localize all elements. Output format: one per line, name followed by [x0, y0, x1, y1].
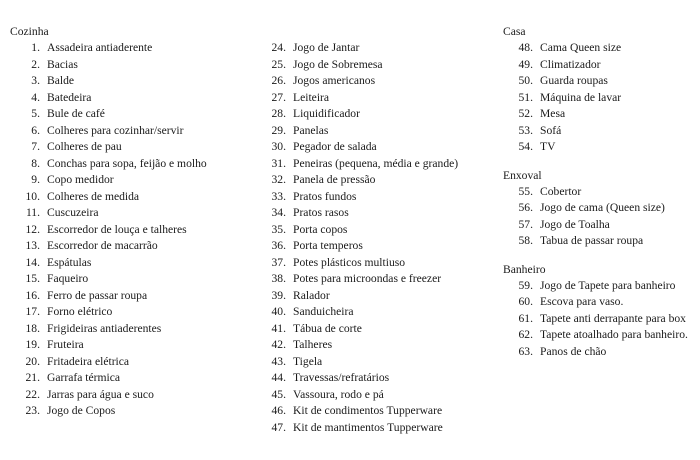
item-text: Sofá — [540, 123, 562, 137]
item-text: Fritadeira elétrica — [47, 354, 130, 368]
item-number: 4. — [31, 90, 40, 104]
item-text: Sanduicheira — [293, 305, 354, 318]
list-item — [268, 337, 500, 354]
item-list-cozinha-part2 — [268, 40, 500, 436]
item-number: 14. — [25, 255, 40, 269]
list-item — [10, 57, 265, 74]
list-item — [268, 123, 500, 140]
item-number: 33. — [271, 189, 286, 203]
item-number: 7. — [31, 140, 40, 153]
item-number: 41. — [271, 321, 286, 335]
item-text: Kit de condimentos Tupperware — [293, 404, 443, 417]
list-item — [10, 238, 265, 255]
list-item — [268, 420, 500, 437]
item-number: 45. — [271, 387, 286, 401]
item-text: Guarda roupas — [540, 74, 608, 87]
item-number: 59. — [518, 278, 533, 292]
item-number: 54. — [518, 140, 533, 153]
column-1 — [10, 24, 265, 420]
item-number: 62. — [518, 328, 533, 341]
item-text: Climatizador — [540, 57, 601, 71]
item-text: Ferro de passar roupa — [47, 288, 148, 302]
list-item — [503, 106, 698, 123]
list-item — [10, 337, 265, 354]
item-text: Fruteira — [47, 338, 84, 351]
list-item — [10, 370, 265, 387]
list-item — [268, 370, 500, 387]
item-number: 52. — [518, 107, 533, 120]
list-item — [10, 156, 265, 173]
item-number: 39. — [271, 288, 286, 302]
section-casa — [503, 24, 698, 156]
list-item — [10, 403, 265, 420]
item-number: 26. — [271, 74, 286, 87]
item-number: 55. — [518, 184, 533, 198]
item-text: Travessas/refratários — [293, 371, 390, 384]
item-number: 57. — [518, 217, 533, 231]
item-text: TV — [540, 140, 556, 153]
list-item — [503, 327, 698, 344]
list-item — [10, 172, 265, 189]
item-text: Kit de mantimentos Tupperware — [293, 420, 443, 434]
item-number: 34. — [271, 206, 286, 219]
item-number: 27. — [271, 90, 286, 104]
item-text: Leiteira — [293, 90, 330, 104]
item-number: 53. — [518, 123, 533, 137]
list-item — [503, 278, 698, 295]
list-item — [503, 200, 698, 217]
item-number: 17. — [25, 305, 40, 318]
item-number: 15. — [25, 272, 40, 285]
item-text: Escova para vaso. — [540, 295, 624, 308]
item-list-cozinha-part1 — [10, 40, 265, 420]
list-item — [268, 288, 500, 305]
list-item — [503, 311, 698, 328]
list-item — [503, 294, 698, 311]
item-number: 29. — [271, 123, 286, 137]
list-item — [10, 304, 265, 321]
list-item — [10, 106, 265, 123]
list-item — [268, 321, 500, 338]
item-list-casa — [503, 40, 698, 156]
item-text: Pratos rasos — [293, 206, 349, 219]
list-item — [268, 304, 500, 321]
item-text: Batedeira — [47, 90, 92, 104]
item-text: Jogo de Jantar — [293, 41, 360, 54]
item-number: 2. — [31, 57, 40, 71]
item-number: 11. — [25, 206, 40, 219]
item-number: 23. — [25, 404, 40, 417]
list-item — [268, 354, 500, 371]
item-text: Cama Queen size — [540, 41, 622, 54]
list-item — [503, 139, 698, 156]
item-number: 25. — [271, 57, 286, 71]
list-item — [503, 344, 698, 361]
item-text: Panelas — [293, 123, 329, 137]
item-text: Garrafa térmica — [47, 371, 121, 384]
item-text: Peneiras (pequena, média e grande) — [293, 156, 459, 170]
item-number: 49. — [518, 57, 533, 71]
item-number: 13. — [25, 239, 40, 252]
list-item — [268, 222, 500, 239]
item-list-banheiro — [503, 278, 698, 361]
item-text: Porta copos — [293, 222, 348, 236]
item-text: Copo medidor — [47, 173, 114, 186]
section-title-cozinha: Cozinha — [10, 25, 49, 38]
item-text: Tapete anti derrapante para box — [540, 311, 686, 325]
item-number: 50. — [518, 74, 533, 87]
list-item — [10, 73, 265, 90]
item-number: 38. — [271, 272, 286, 285]
list-item — [10, 288, 265, 305]
item-text: Cuscuzeira — [47, 206, 99, 219]
item-text: Cobertor — [540, 184, 582, 198]
list-item — [10, 189, 265, 206]
item-text: Potes para microondas e freezer — [293, 272, 442, 285]
column-2 — [268, 40, 500, 436]
item-number: 58. — [518, 234, 533, 247]
item-number: 56. — [518, 201, 533, 214]
item-number: 61. — [518, 311, 533, 325]
item-number: 42. — [271, 338, 286, 351]
section-enxoval — [503, 168, 698, 250]
item-number: 30. — [271, 140, 286, 153]
list-item — [268, 271, 500, 288]
item-number: 1. — [31, 41, 40, 54]
item-text: Pegador de salada — [293, 140, 377, 153]
list-item — [10, 139, 265, 156]
item-text: Frigideiras antiaderentes — [47, 321, 162, 335]
item-text: Jogo de cama (Queen size) — [540, 201, 665, 214]
item-number: 21. — [25, 371, 40, 384]
item-list-enxoval — [503, 184, 698, 250]
list-item — [10, 354, 265, 371]
list-item — [268, 205, 500, 222]
item-text: Colheres de pau — [47, 140, 122, 153]
item-text: Liquidificador — [293, 107, 360, 120]
item-text: Panela de pressão — [293, 173, 376, 186]
item-number: 35. — [271, 222, 286, 236]
item-text: Escorredor de louça e talheres — [47, 222, 187, 236]
item-text: Jogo de Tapete para banheiro — [540, 278, 676, 292]
item-text: Jogo de Toalha — [540, 217, 610, 231]
item-number: 31. — [271, 156, 286, 170]
list-item — [268, 73, 500, 90]
list-item — [503, 233, 698, 250]
item-text: Tapete atoalhado para banheiro. — [540, 328, 688, 341]
item-text: Pratos fundos — [293, 189, 357, 203]
item-text: Potes plásticos multiuso — [293, 255, 406, 269]
item-text: Porta temperos — [293, 239, 363, 252]
list-item — [503, 57, 698, 74]
list-item — [10, 90, 265, 107]
item-number: 28. — [271, 107, 286, 120]
list-item — [268, 57, 500, 74]
item-number: 60. — [518, 295, 533, 308]
list-item — [10, 321, 265, 338]
item-text: Tábua de corte — [293, 321, 362, 335]
list-item — [503, 73, 698, 90]
item-number: 32. — [271, 173, 286, 186]
item-number: 37. — [271, 255, 286, 269]
item-text: Balde — [47, 74, 75, 87]
list-item — [10, 222, 265, 239]
list-item — [268, 156, 500, 173]
item-text: Talheres — [293, 338, 333, 351]
list-item — [268, 172, 500, 189]
list-item — [268, 255, 500, 272]
list-item — [268, 106, 500, 123]
item-number: 19. — [25, 338, 40, 351]
item-number: 47. — [271, 420, 286, 434]
list-item — [268, 387, 500, 404]
item-number: 10. — [25, 189, 40, 203]
item-number: 22. — [25, 387, 40, 401]
item-number: 43. — [271, 354, 286, 368]
item-number: 24. — [271, 41, 286, 54]
item-number: 36. — [271, 239, 286, 252]
item-number: 44. — [271, 371, 286, 384]
item-text: Mesa — [540, 107, 566, 120]
item-text: Colheres de medida — [47, 189, 140, 203]
section-title-casa: Casa — [503, 25, 526, 38]
item-text: Colheres para cozinhar/servir — [47, 123, 184, 137]
item-text: Forno elétrico — [47, 305, 113, 318]
item-text: Tigela — [293, 354, 323, 368]
item-text: Tabua de passar roupa — [540, 234, 644, 247]
item-number: 12. — [25, 222, 40, 236]
item-number: 51. — [518, 90, 533, 104]
section-banheiro — [503, 262, 698, 361]
item-number: 9. — [31, 173, 40, 186]
list-item — [503, 184, 698, 201]
item-number: 46. — [271, 404, 286, 417]
item-number: 48. — [518, 41, 533, 54]
item-number: 40. — [271, 305, 286, 318]
item-number: 18. — [25, 321, 40, 335]
list-item — [268, 90, 500, 107]
item-text: Faqueiro — [47, 272, 89, 285]
list-item — [10, 40, 265, 57]
item-number: 6. — [31, 123, 40, 137]
list-item — [268, 238, 500, 255]
item-text: Espátulas — [47, 255, 92, 269]
list-item — [503, 90, 698, 107]
list-item — [10, 387, 265, 404]
list-item — [10, 123, 265, 140]
item-text: Ralador — [293, 288, 330, 302]
list-item — [268, 139, 500, 156]
list-item — [503, 217, 698, 234]
item-text: Assadeira antiaderente — [47, 41, 153, 54]
item-text: Bule de café — [47, 107, 105, 120]
list-item — [268, 189, 500, 206]
item-text: Jarras para água e suco — [47, 387, 154, 401]
list-item — [503, 123, 698, 140]
item-text: Jogo de Copos — [47, 404, 116, 417]
section-title-banheiro: Banheiro — [503, 262, 546, 276]
item-number: 5. — [31, 107, 40, 120]
item-text: Panos de chão — [540, 344, 607, 358]
section-cozinha — [10, 24, 265, 420]
list-item — [268, 403, 500, 420]
section-title-enxoval: Enxoval — [503, 168, 542, 182]
item-number: 16. — [25, 288, 40, 302]
item-number: 63. — [518, 344, 533, 358]
list-item — [268, 40, 500, 57]
column-3 — [503, 24, 698, 360]
item-number: 20. — [25, 354, 40, 368]
item-number: 8. — [31, 156, 40, 170]
item-text: Escorredor de macarrão — [47, 239, 158, 252]
item-number: 3. — [31, 74, 40, 87]
list-item — [10, 271, 265, 288]
item-text: Máquina de lavar — [540, 90, 622, 104]
list-item — [10, 255, 265, 272]
item-text: Vassoura, rodo e pá — [293, 387, 384, 401]
item-text: Jogo de Sobremesa — [293, 57, 383, 71]
item-text: Jogos americanos — [293, 74, 376, 87]
list-item — [10, 205, 265, 222]
item-text: Conchas para sopa, feijão e molho — [47, 156, 207, 170]
item-text: Bacias — [47, 57, 78, 71]
list-item — [503, 40, 698, 57]
